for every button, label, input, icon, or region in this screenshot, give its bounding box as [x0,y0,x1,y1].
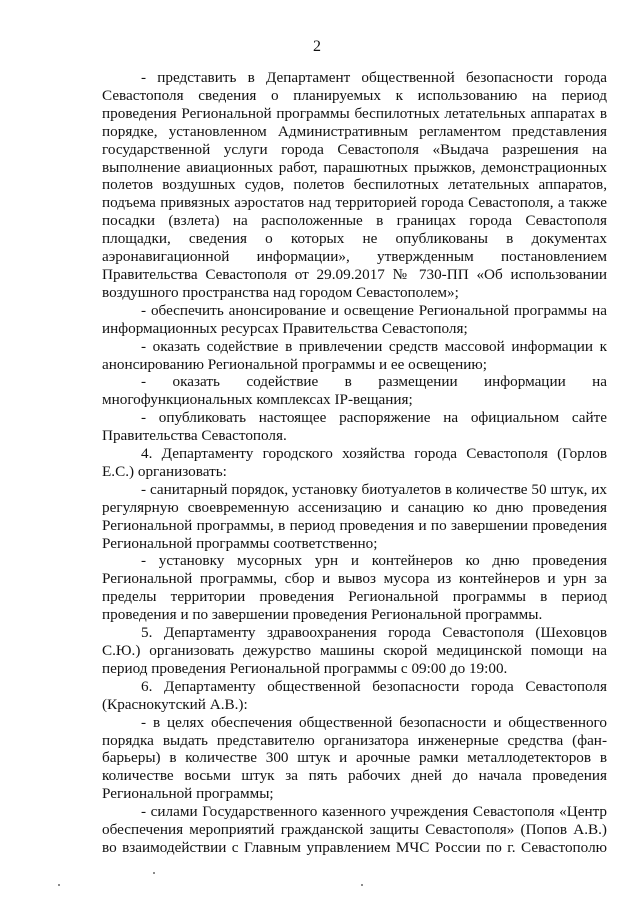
scan-speck [58,884,60,886]
paragraph-item-5-healthcare: 5. Департаменту здравоохранения города Севастополя (Шеховцов С.Ю.) организовать дежурство машины скорой медицинской помощи на период проведения Региональной программы с 09:00 до 19:00. [102,624,607,677]
paragraph-media-assistance: - оказать содействие в привлечении средств массовой информации к анонсированию Региональной программы и ее освещению; [102,337,607,373]
paragraph-report-drones: - представить в Департамент общественной безопасности города Севастополя сведения о планируемых к использованию на период проведения Региональной программы беспилотных летательных аппаратах в порядке, установленном Административным регламентом представления государственной услуги города Севастополя «Выдача разрешения на выполнение авиационных работ, парашютных прыжков, демонстрационных полетов воздушных судов, полетов беспилотных летательных аппаратов, подъема привязных аэростатов над территорией города Севастополя, а также посадки (взлета) на расположенные в границах города Севастополя площадки, сведения о которых не опубликованы в документах аэронавигационной информации», утвержденным постановлением Правительства Севастополя от 29.09.2017 № 730-ПП «Об использовании воздушного пространства над городом Севастополем»; [102,69,607,301]
scan-speck [361,884,363,886]
document-body [102,69,607,857]
paragraph-waste-bins: - установку мусорных урн и контейнеров ко дню проведения Региональной программы, сбор и вывоз мусора из контейнеров и урн за пределы территории проведения Региональной программы в период проведения и по завершении проведения Региональной программы. [102,552,607,624]
paragraph-ip-broadcast: - оказать содействие в размещении информации на многофункциональных комплексах IP-вещания; [102,373,607,409]
paragraph-publish-order: - опубликовать настоящее распоряжение на официальном сайте Правительства Севастополя. [102,409,607,445]
paragraph-item-6-public-safety: 6. Департаменту общественной безопасности города Севастополя (Краснокутский А.В.): [102,677,607,713]
paragraph-engineering-means: - в целях обеспечения общественной безопасности и общественного порядка выдать представителю организатора инженерные средства (фан-барьеры) в количестве 300 штук и арочные рамки металлодетекторов в количестве восьми штук за пять рабочих дней до начала проведения Региональной программы; [102,713,607,803]
paragraph-announce-program: - обеспечить анонсирование и освещение Региональной программы на информационных ресурсах Правительства Севастополя; [102,301,607,337]
scan-speck [153,872,155,874]
paragraph-civil-defense-center: - силами Государственного казенного учреждения Севастополя «Центр обеспечения мероприятий гражданской защиты Севастополя» (Попов А.В.) во взаимодействии с Главным управлением МЧС России по г. Севастополю [102,803,607,856]
page-number: 2 [313,38,321,55]
paragraph-sanitary-order: - санитарный порядок, установку биотуалетов в количестве 50 штук, их регулярную своевременную ассенизацию и санацию ко дню проведения Региональной программы, в период проведения и по завершении проведения Региональной программы соответственно; [102,480,607,552]
paragraph-item-4-city-services: 4. Департаменту городского хозяйства города Севастополя (Горлов Е.С.) организовать: [102,445,607,480]
